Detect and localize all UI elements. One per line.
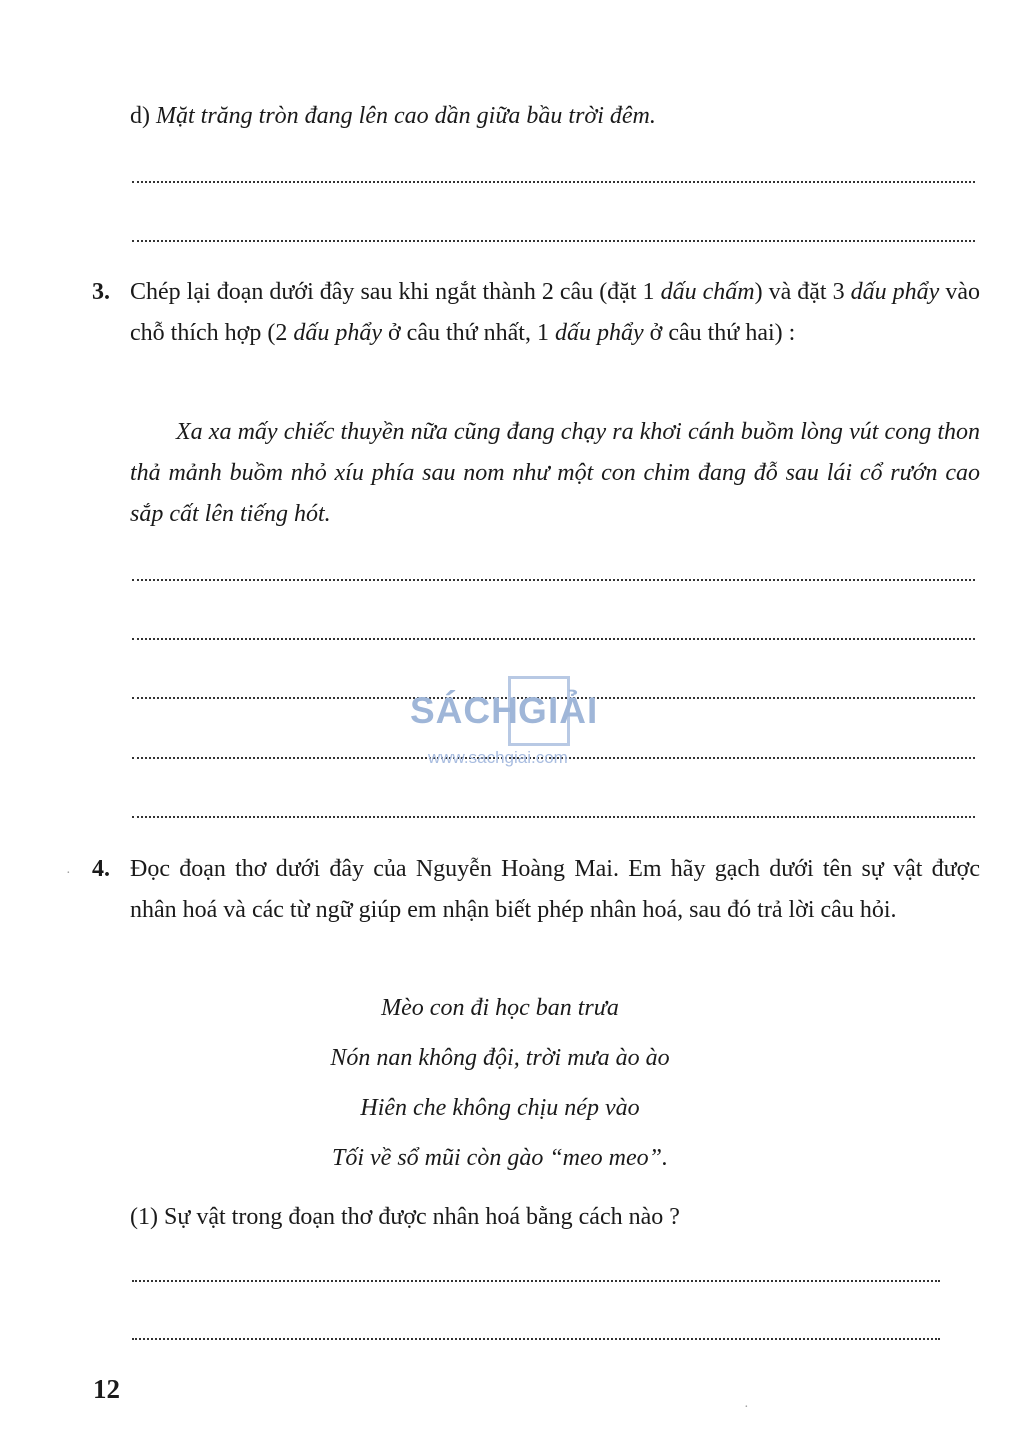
- instruction-text: ) và đặt 3: [754, 279, 851, 305]
- answer-line[interactable]: [132, 240, 975, 242]
- watermark-text-letter: G: [518, 690, 548, 731]
- poem-line: Hiên che không chịu nép vào: [360, 1095, 640, 1121]
- question-3-passage: Xa xa mấy chiếc thuyền nữa cũng đang chạy ra khơi cánh buồm lòng vút cong thon thả mảnh buồm nhỏ xíu phía sau nom như một con chim đang đỗ sau lái cổ rướn cao sắp cất lên tiếng hót.: [130, 419, 980, 527]
- answer-line[interactable]: [132, 816, 975, 818]
- item-d-sentence: Mặt trăng tròn đang lên cao dần giữa bầu trời đêm.: [156, 103, 656, 129]
- instruction-term: dấu phẩy: [850, 279, 940, 305]
- poem-line: Tối về sổ mũi còn gào “meo meo”.: [332, 1145, 668, 1171]
- instruction-term: dấu phẩy: [554, 320, 644, 346]
- answer-line[interactable]: [132, 579, 975, 581]
- instruction-text: ở câu thứ nhất, 1: [381, 320, 555, 346]
- watermark-url: www.sachgiai.com: [428, 748, 568, 767]
- answer-line[interactable]: [132, 1280, 940, 1282]
- poem-line: Mèo con đi học ban trưa: [381, 995, 619, 1021]
- page-number: 12: [93, 1374, 120, 1404]
- question-4-instruction: Đọc đoạn thơ dưới đây của Nguyễn Hoàng Mai. Em hãy gạch dưới tên sự vật được nhân hoá và các từ ngữ giúp em nhận biết phép nhân hoá, sau đó trả lời câu hỏi.: [130, 856, 980, 923]
- instruction-term: dấu phẩy: [293, 320, 382, 346]
- watermark-text-left: SÁCH: [410, 690, 519, 731]
- answer-line[interactable]: [132, 181, 975, 183]
- poem-line: Nón nan không đội, trời mưa ào ào: [330, 1045, 670, 1071]
- question-3-instruction: [130, 272, 980, 354]
- item-d-label: d): [130, 103, 150, 129]
- margin-mark: ·: [744, 1400, 749, 1415]
- answer-line[interactable]: [132, 1338, 940, 1340]
- watermark-text-right: IẢI: [548, 690, 599, 731]
- question-4-number: 4.: [92, 856, 110, 882]
- instruction-text: vào chỗ thích hợp (2: [130, 279, 981, 346]
- instruction-term: dấu chấm: [660, 279, 755, 305]
- item-d: [130, 96, 656, 137]
- sachgiai-watermark: [408, 676, 618, 771]
- sub-question-1: (1) Sự vật trong đoạn thơ được nhân hoá bằng cách nào ?: [130, 1204, 680, 1230]
- instruction-text: ở câu thứ hai) :: [643, 320, 796, 346]
- margin-mark: ·: [66, 866, 71, 881]
- instruction-text: Chép lại đoạn dưới đây sau khi ngắt thành 2 câu (đặt 1: [130, 279, 661, 305]
- answer-line[interactable]: [132, 638, 975, 640]
- question-3-number: 3.: [92, 279, 110, 305]
